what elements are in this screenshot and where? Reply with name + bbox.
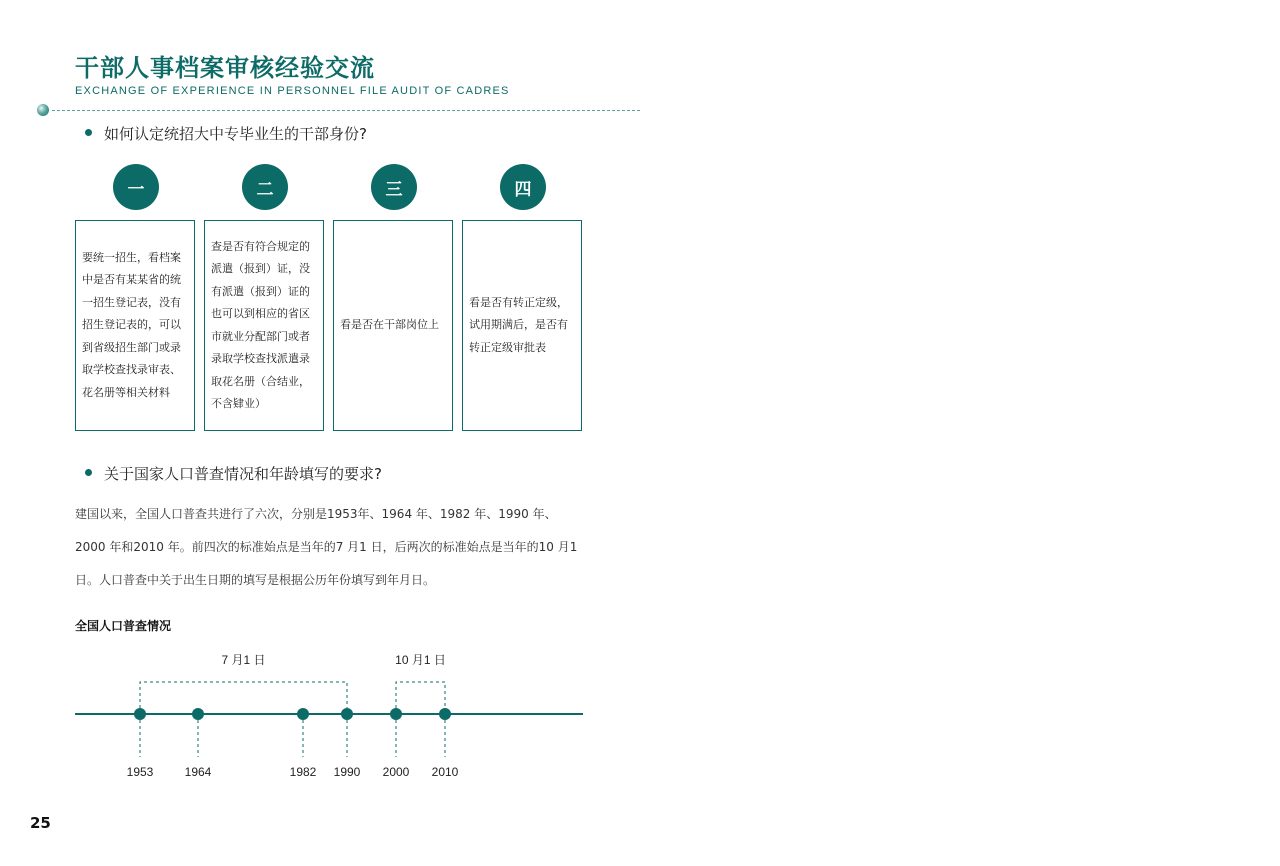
paragraph-line: 2000 年和2010 年。前四次的标准始点是当年的7 月1 日，后两次的标准始点是当年的10 月1 [75,540,578,554]
timeline-group-bracket [396,682,445,708]
timeline-group-bracket [140,682,347,708]
paragraph-line: 建国以来，全国人口普查共进行了六次，分别是1953年、1964 年、1982 年、1990 年、 [75,507,557,521]
timeline-title: 全国人口普查情况 [75,619,172,633]
paragraph-line: 日。人口普查中关于出生日期的填写是根据公历年份填写到年月日。 [75,573,436,587]
timeline-group-label: 10 月1 日 [395,653,446,667]
timeline-year-label: 2000 [382,765,410,779]
page-subtitle: EXCHANGE OF EXPERIENCE IN PERSONNEL FILE AUDIT OF CADRES [75,85,510,97]
timeline-point [390,708,402,720]
step-2-number: 二 [242,164,288,210]
page-title: 干部人事档案审核经验交流 [75,54,375,82]
timeline-group-label: 7 月1 日 [221,653,266,667]
timeline-point [439,708,451,720]
step-4-number: 四 [500,164,546,210]
step-3-number: 三 [371,164,417,210]
timeline-year-label: 1964 [184,765,212,779]
timeline-year-label: 1953 [126,765,154,779]
step-1-text: 要统一招生，看档案中是否有某某省的统一招生登记表，没有招生登记表的，可以到省级招生部门或录取学校查找录审表、花名册等相关材料 [82,250,181,399]
page-number: 25 [30,814,51,832]
step-4-text: 看是否有转正定级，试用期满后，是否有转正定级审批表 [469,295,568,354]
section2-question: 关于国家人口普查情况和年龄填写的要求? [104,465,382,483]
timeline-point [297,708,309,720]
timeline-year-label: 2010 [431,765,459,779]
timeline-year-label: 1990 [333,765,361,779]
section1-question: 如何认定统招大中专毕业生的干部身份? [104,125,367,143]
step-1-number: 一 [113,164,159,210]
step-2-text: 查是否有符合规定的派遣（报到）证，没有派遣（报到）证的也可以到相应的省区市就业分配部门或者录取学校查找派遣录取花名册（合结业，不含肄业） [211,239,310,410]
step-3-text: 看是否在干部岗位上 [340,318,439,332]
timeline-point [134,708,146,720]
timeline-point [192,708,204,720]
timeline-point [341,708,353,720]
timeline-year-label: 1982 [289,765,317,779]
